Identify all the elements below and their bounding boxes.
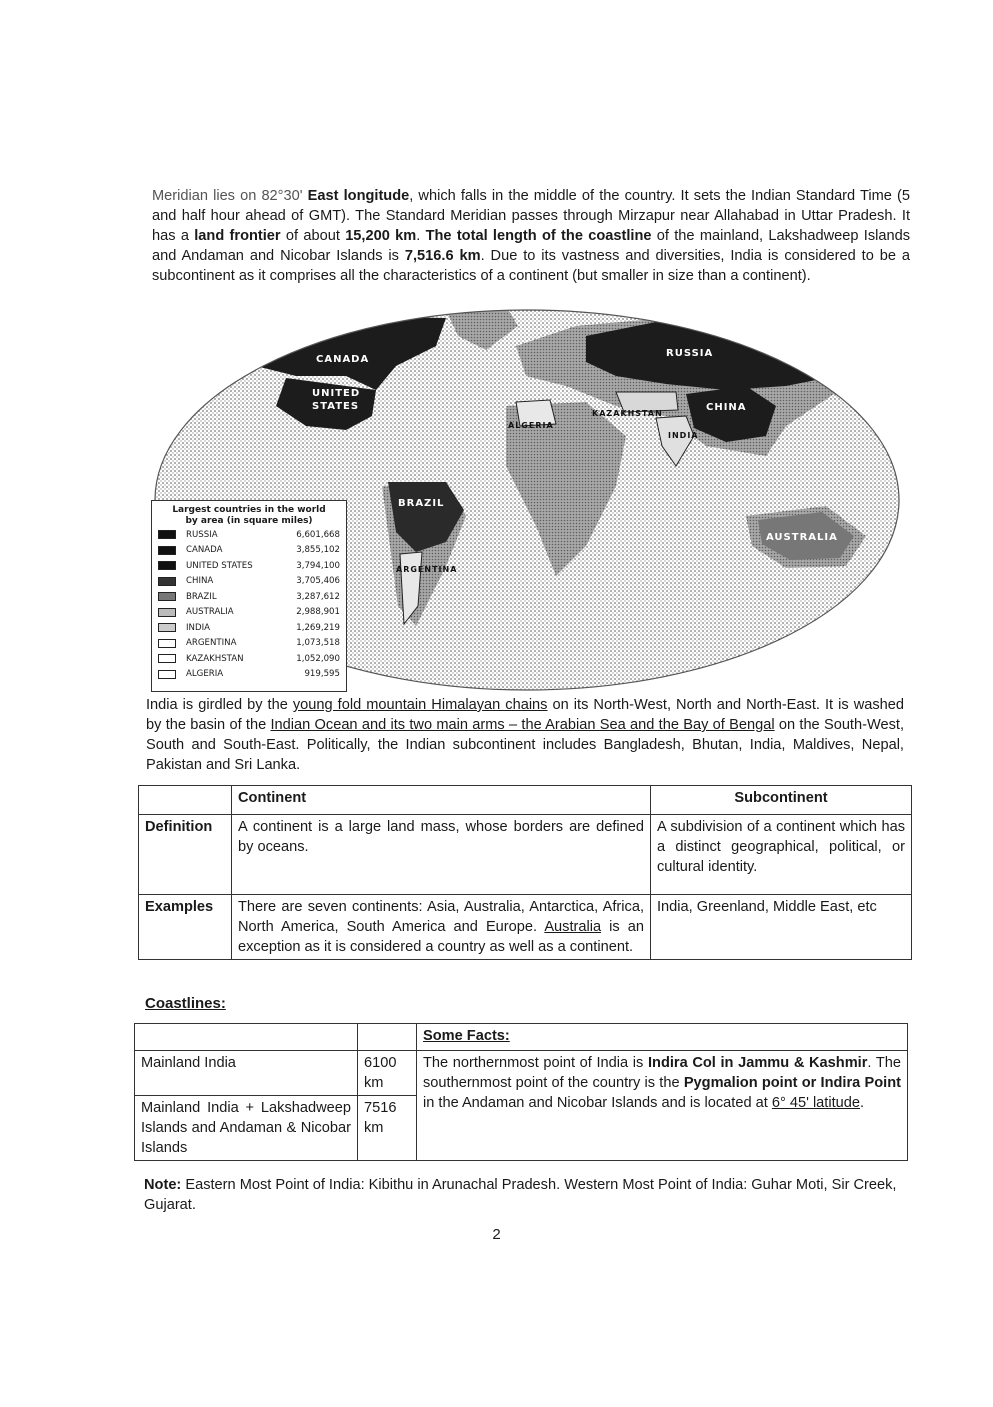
legend-swatch (158, 546, 176, 555)
legend-country-name: INDIA (186, 622, 210, 633)
table-row (135, 1051, 908, 1096)
facts-span: . (860, 1095, 865, 1111)
legend-country-area: 3,705,406 (296, 576, 340, 587)
map-label-brazil: BRAZIL (398, 498, 445, 509)
coastline-value-total: 7516 km (358, 1096, 417, 1161)
row-head-examples: Examples (139, 895, 232, 960)
map-label-united: UNITED (312, 388, 361, 399)
legend-row (152, 574, 346, 590)
girdle-text: India is girdled by the (146, 697, 293, 713)
intro-text: of about (280, 228, 346, 244)
note-label: Note: (144, 1177, 182, 1193)
legend-swatch (158, 561, 176, 570)
map-label-china: CHINA (706, 402, 747, 413)
header-subcontinent: Subcontinent (651, 786, 912, 815)
legend-country-name: UNITED STATES (186, 560, 253, 571)
table-corner-cell (139, 786, 232, 815)
legend-row (152, 605, 346, 621)
girdle-text: on its North-West, North and North-East. It is washed by the basin of the (146, 697, 904, 733)
legend-country-name: CHINA (186, 576, 214, 587)
legend-country-area: 3,794,100 (296, 560, 340, 571)
legend-country-area: 6,601,668 (296, 529, 340, 540)
legend-country-name: CANADA (186, 545, 223, 556)
intro-paragraph (152, 186, 910, 286)
legend-country-area: 1,269,219 (296, 622, 340, 633)
legend-swatch (158, 577, 176, 586)
legend-country-name: AUSTRALIA (186, 607, 234, 618)
facts-heading-text: Some Facts: (423, 1028, 510, 1044)
legend-title-line: by area (in square miles) (185, 516, 313, 526)
facts-text (417, 1051, 908, 1161)
map-label-india: INDIA (668, 431, 699, 440)
examples-text: There are seven continents: Asia, Australia, Antarctica, Africa, North America, South America and Europe. (238, 899, 644, 935)
table-row (139, 815, 912, 895)
legend-row (152, 558, 346, 574)
header-continent: Continent (232, 786, 651, 815)
intro-text: . Due to its vastness and diversities, India is considered to be a subcontinent as it comprises all the characteristics of a continent (but smaller in size than a continent). (152, 248, 911, 284)
girdle-paragraph (146, 695, 904, 775)
map-label-algeria: ALGERIA (508, 421, 554, 430)
table-header-row (139, 786, 912, 815)
table-row (139, 895, 912, 960)
girdle-underlined-himalaya: young fold mountain Himalayan chains (292, 697, 548, 713)
coastlines-table (134, 1023, 908, 1161)
intro-bold-distance: 15,200 km (345, 228, 417, 244)
legend-row (152, 543, 346, 559)
definition-subcontinent: A subdivision of a continent which has a distinct geographical, political, or cultural identity. (651, 815, 912, 895)
facts-bold: Indira Col in Jammu & Kashmir (647, 1055, 868, 1071)
legend-row (152, 636, 346, 652)
coastline-value-mainland: 6100 km (358, 1051, 417, 1096)
intro-bold-frontier: land frontier (194, 228, 281, 244)
legend-country-name: BRAZIL (186, 591, 217, 602)
facts-heading (417, 1024, 908, 1051)
definition-continent: A continent is a large land mass, whose borders are defined by oceans. (232, 815, 651, 895)
legend-swatch (158, 592, 176, 601)
map-label-russia: RUSSIA (666, 348, 714, 359)
map-label-states: STATES (312, 401, 360, 412)
map-label-australia: AUSTRALIA (766, 532, 838, 543)
legend-country-area: 1,052,090 (296, 653, 340, 664)
examples-continent (232, 895, 651, 960)
note-text: Eastern Most Point of India: Kibithu in Arunachal Pradesh. Western Most Point of India: Guhar Moti, Sir Creek, Gujarat. (144, 1177, 897, 1213)
legend-rows (152, 527, 346, 682)
legend-country-name: ARGENTINA (186, 638, 237, 649)
legend-swatch (158, 530, 176, 539)
table-header-row (135, 1024, 908, 1051)
facts-underlined: 6° 45' latitude (771, 1095, 860, 1111)
legend-country-area: 3,855,102 (296, 545, 340, 556)
legend-country-area: 2,988,901 (296, 607, 340, 618)
map-legend (151, 500, 347, 692)
page-number: 2 (492, 1226, 501, 1243)
empty-cell (135, 1024, 358, 1051)
intro-bold-coastline: The total length of the coastline (425, 228, 652, 244)
legend-country-area: 3,287,612 (296, 591, 340, 602)
legend-swatch (158, 639, 176, 648)
legend-country-name: RUSSIA (186, 529, 218, 540)
intro-text: of the mainland, Lakshadweep Islands and Andaman and Nicobar Islands is (152, 228, 911, 264)
coastlines-heading (145, 995, 226, 1012)
legend-country-name: KAZAKHSTAN (186, 653, 244, 664)
examples-underlined: Australia (544, 919, 602, 935)
legend-row (152, 620, 346, 636)
facts-span: in the Andaman and Nicobar Islands and is located at (423, 1095, 772, 1111)
intro-bold-length: 7,516.6 km (404, 248, 481, 264)
examples-text: is an exception as it is considered a country as well as a continent. (238, 919, 644, 955)
legend-swatch (158, 670, 176, 679)
map-label-kazakhstan: KAZAKHSTAN (592, 409, 663, 418)
empty-cell (358, 1024, 417, 1051)
legend-swatch (158, 623, 176, 632)
intro-text: , which falls in the middle of the country. It sets the Indian Standard Time (5 and half hour ahead of GMT). The Standard Meridian passes through Mirzapur near Allahabad in Uttar Pradesh. It has a (152, 188, 910, 244)
legend-row (152, 651, 346, 667)
legend-title-line: Largest countries in the world (172, 505, 326, 515)
facts-span: . The southernmost point of the country is the (423, 1055, 901, 1091)
map-label-argentina: ARGENTINA (396, 565, 458, 574)
girdle-underlined-ocean: Indian Ocean and its two main arms – the Arabian Sea and the Bay of Bengal (270, 717, 775, 733)
intro-text: . (416, 228, 426, 244)
facts-span: The northernmost point of India is (423, 1055, 648, 1071)
legend-row (152, 667, 346, 683)
legend-title (152, 501, 346, 527)
continent-comparison-table (138, 785, 912, 960)
coastline-label-mainland: Mainland India (135, 1051, 358, 1096)
intro-text: Meridian lies on 82°30' (152, 188, 308, 204)
legend-row (152, 589, 346, 605)
legend-swatch (158, 608, 176, 617)
coastline-label-total: Mainland India + Lakshadweep Islands and Andaman & Nicobar Islands (135, 1096, 358, 1161)
legend-country-area: 919,595 (304, 669, 340, 680)
facts-bold: Pygmalion point or Indira Point (683, 1075, 901, 1091)
intro-bold-longitude: East longitude (307, 188, 410, 204)
girdle-text: on the South-West, South and South-East. Politically, the Indian subcontinent includes Bangladesh, Bhutan, India, Maldives, Nepal, Pakistan and Sri Lanka. (146, 717, 904, 773)
legend-country-area: 1,073,518 (296, 638, 340, 649)
examples-subcontinent: India, Greenland, Middle East, etc (651, 895, 912, 960)
row-head-definition: Definition (139, 815, 232, 895)
coastlines-heading-text: Coastlines: (145, 995, 226, 1012)
note-paragraph (144, 1175, 904, 1215)
legend-country-name: ALGERIA (186, 669, 224, 680)
legend-row (152, 527, 346, 543)
map-label-canada: CANADA (316, 354, 370, 365)
legend-swatch (158, 654, 176, 663)
